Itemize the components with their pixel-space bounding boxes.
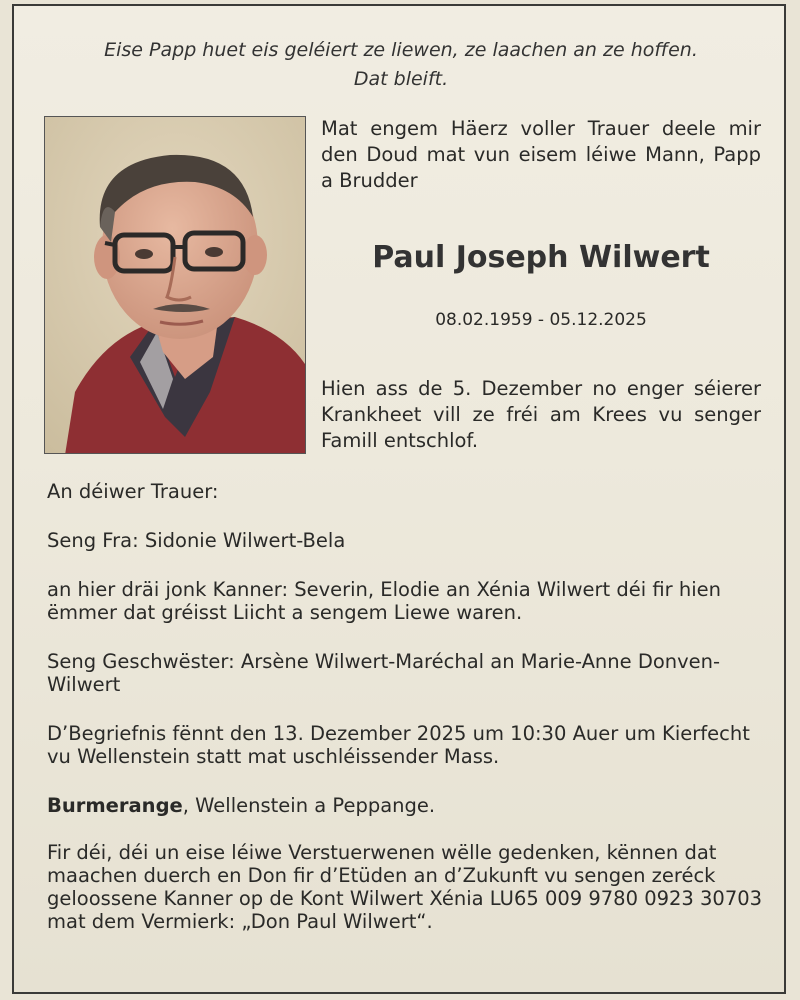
children-line: an hier dräi jonk Kanner: Severin, Elodie an Xénia Wilwert déi fir hien ëmmer dat gréisst Liicht a sengem Liewe waren. <box>47 578 721 624</box>
life-dates: 08.02.1959 - 05.12.2025 <box>435 310 647 330</box>
mourners-heading: An déiwer Trauer: <box>47 480 219 503</box>
motto-line-1: Eise Papp huet eis geléiert ze liewen, ze laachen an ze hoffen. <box>104 39 698 61</box>
funeral-details: D’Begriefnis fënnt den 13. Dezember 2025 um 10:30 Auer um Kierfecht vu Wellenstein statt mat uschléissender Mass. <box>47 722 750 768</box>
announcement-intro: Mat engem Häerz voller Trauer deele mir den Doud mat vun eisem léiwe Mann, Papp a Brudder <box>321 117 761 192</box>
portrait-illustration <box>45 117 306 454</box>
motto <box>14 36 788 94</box>
places-town: Burmerange <box>47 794 183 817</box>
death-notice: Hien ass de 5. Dezember no enger séierer Krankheet vill ze fréi am Krees vu senger Famill entschlof. <box>321 377 761 452</box>
motto-line-2: Dat bleift. <box>353 68 449 90</box>
deceased-name: Paul Joseph Wilwert <box>372 240 710 275</box>
obituary-notice <box>12 4 786 994</box>
siblings-line: Seng Geschwëster: Arsène Wilwert-Maréchal an Marie-Anne Donven-Wilwert <box>47 650 721 696</box>
portrait-photo <box>44 116 306 454</box>
places-rest: , Wellenstein a Peppange. <box>182 794 436 817</box>
donation-info: Fir déi, déi un eise léiwe Verstuerwenen wëlle gedenken, kënnen dat maachen duerch en Don fir d’Etüden an d’Zukunft vu sengen zeréck geloossene Kanner op de Kont Wilwert Xénia LU65 009 9780 0923 30703 mat dem Vermierk: „Don Paul Wilwert“. <box>47 841 763 933</box>
places-line <box>47 794 763 817</box>
wife-line: Seng Fra: Sidonie Wilwert-Bela <box>47 529 346 552</box>
notice-body <box>47 480 763 959</box>
